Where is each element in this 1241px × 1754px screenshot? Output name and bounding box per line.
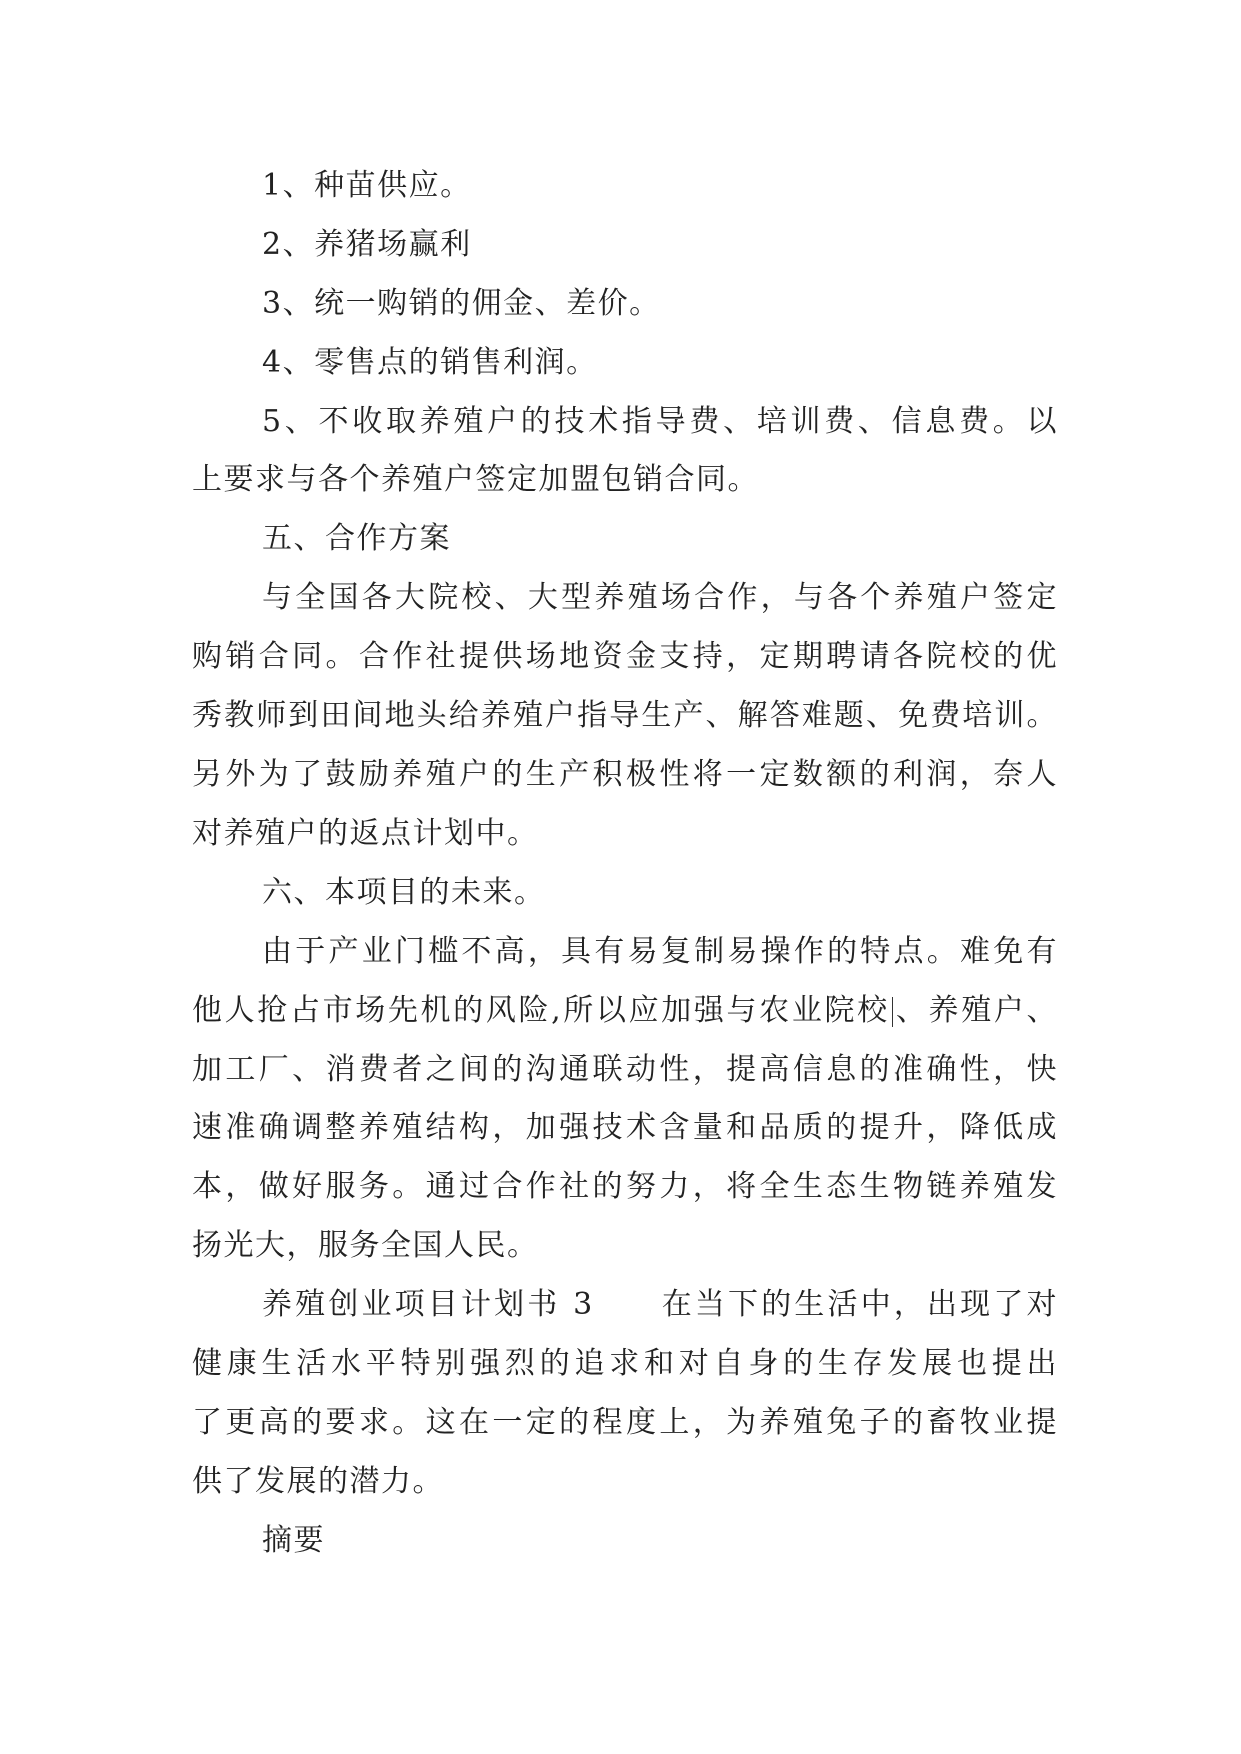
paragraph-future-line-4: 速准确调整养殖结构，加强技术含量和品质的提升，降低成 (192, 1110, 1058, 1145)
paragraph-future-line-6: 扬光大，服务全国人民。 (192, 1228, 539, 1263)
section-heading-abstract: 摘要 (262, 1523, 325, 1558)
text-caret (892, 997, 893, 1027)
paragraph-cooperation-line-3: 秀教师到田间地头给养殖户指导生产、解答难题、免费培训。 (192, 698, 1058, 733)
section-heading-cooperation: 五、合作方案 (262, 521, 451, 556)
paragraph-future-line-5: 本，做好服务。通过合作社的努力，将全生态生物链养殖发 (192, 1169, 1058, 1204)
paragraph-cooperation-line-4: 另外为了鼓励养殖户的生产积极性将一定数额的利润，奈人 (192, 757, 1058, 792)
paragraph-future-line-1: 由于产业门槛不高，具有易复制易操作的特点。难免有 (262, 934, 1058, 969)
paragraph-plan3-line-3: 了更高的要求。这在一定的程度上，为养殖兔子的畜牧业提 (192, 1405, 1058, 1440)
paragraph-plan3-line-2: 健康生活水平特别强烈的追求和对自身的生存发展也提出 (192, 1346, 1058, 1381)
list-item-4: 4、零售点的销售利润。 (262, 345, 598, 380)
list-item-2: 2、养猪场赢利 (262, 227, 472, 262)
paragraph-future-line-2-start: 他人抢占市场先机的风险,所以应加强与农业院校 (192, 993, 890, 1028)
list-item-1: 1、种苗供应。 (262, 168, 472, 203)
section-heading-future: 六、本项目的未来。 (262, 875, 546, 910)
paragraph-cooperation-line-1: 与全国各大院校、大型养殖场合作，与各个养殖户签定 (262, 580, 1058, 615)
paragraph-future-line-2 (192, 981, 1058, 1040)
paragraph-cooperation-line-2: 购销合同。合作社提供场地资金支持，定期聘请各院校的优 (192, 639, 1058, 674)
paragraph-plan3-line-4: 供了发展的潜力。 (192, 1464, 444, 1499)
paragraph-cooperation-line-5: 对养殖户的返点计划中。 (192, 816, 539, 851)
list-item-5-line-1: 5、不收取养殖户的技术指导费、培训费、信息费。以 (262, 404, 1058, 439)
list-item-5-line-2: 上要求与各个养殖户签定加盟包销合同。 (192, 462, 759, 497)
paragraph-future-line-3: 加工厂、消费者之间的沟通联动性，提高信息的准确性，快 (192, 1052, 1058, 1087)
paragraph-plan3-line-1: 养殖创业项目计划书 3 在当下的生活中，出现了对 (262, 1287, 1058, 1322)
paragraph-future-line-2-end: 、养殖户、 (894, 993, 1058, 1028)
list-item-3: 3、统一购销的佣金、差价。 (262, 286, 661, 321)
